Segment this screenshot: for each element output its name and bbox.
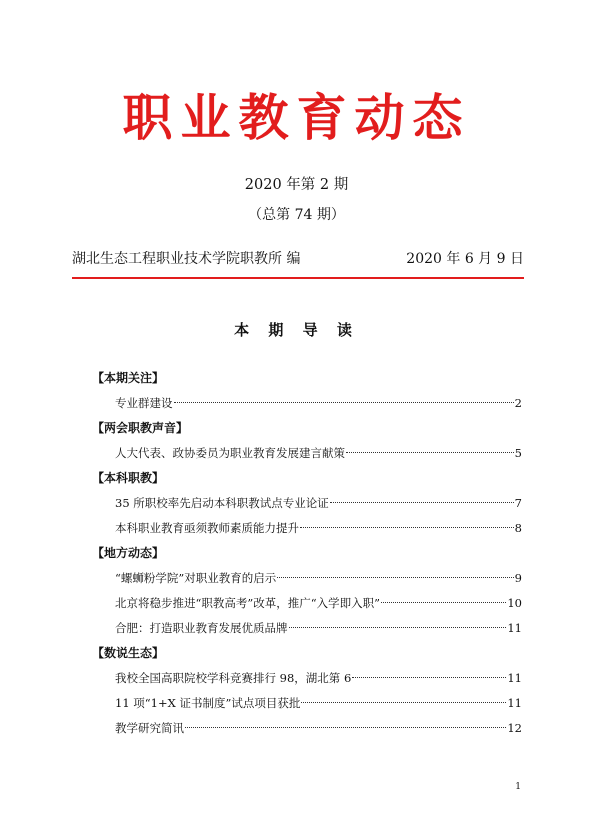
toc-entry-page: 5 (514, 446, 522, 460)
toc-entry-title: 本科职业教育亟须教师素质能力提升 (115, 521, 299, 535)
toc-leader (300, 527, 514, 528)
toc-leader (346, 452, 514, 453)
toc-entry[interactable] (92, 441, 522, 466)
toc-entry-title: 我校全国高职院校学科竞赛排行 98，湖北第 6 (115, 671, 352, 685)
page-number: 1 (515, 782, 521, 792)
toc-entry[interactable] (92, 616, 522, 641)
toc-entry[interactable] (92, 716, 522, 741)
masthead-title: 职业教育动态 (122, 88, 471, 147)
toc-leader (330, 502, 514, 503)
toc-entry[interactable] (92, 666, 522, 691)
toc-entry-title: 北京将稳步推进“职教高考”改革，推广“入学即入职” (115, 596, 381, 610)
toc-entry-page: 10 (507, 596, 522, 610)
toc-leader (185, 727, 506, 728)
header-rule (72, 277, 524, 279)
toc-section-heading: 【地方动态】 (92, 546, 165, 560)
toc-section-heading: 【两会职教声音】 (92, 421, 189, 435)
publisher: 湖北生态工程职业技术学院职教所 编 (72, 251, 301, 267)
toc-entry[interactable] (92, 391, 522, 416)
toc-entry-title: 人大代表、政协委员为职业教育发展建言献策 (115, 446, 345, 460)
toc-entry-page: 9 (514, 571, 522, 585)
toc-entry-page: 11 (507, 696, 522, 710)
toc-section-heading: 【本科职教】 (92, 471, 165, 485)
table-of-contents (92, 366, 522, 741)
toc-entry[interactable] (92, 691, 522, 716)
issue-number: 2020 年第 2 期 (244, 177, 349, 193)
toc-section-heading: 【数说生态】 (92, 646, 165, 660)
toc-entry-title: 35 所职校率先启动本科职教试点专业论证 (115, 496, 329, 510)
toc-entry-title: “螺蛳粉学院”对职业教育的启示 (115, 571, 277, 585)
toc-leader (352, 677, 506, 678)
toc-entry-page: 12 (507, 721, 522, 735)
toc-entry-title: 11 项“1+X 证书制度”试点项目获批 (115, 696, 301, 710)
toc-entry-page: 11 (507, 671, 522, 685)
toc-title: 本 期 导 读 (234, 321, 359, 339)
publication-row (72, 249, 524, 269)
toc-entry-title: 教学研究简讯 (115, 721, 184, 735)
toc-leader (277, 577, 513, 578)
toc-entry[interactable] (92, 591, 522, 616)
toc-entry[interactable] (92, 516, 522, 541)
toc-entry-page: 2 (514, 396, 522, 410)
toc-leader (381, 602, 506, 603)
toc-leader (289, 627, 507, 628)
toc-entry[interactable] (92, 566, 522, 591)
toc-leader (174, 402, 514, 403)
toc-entry-title: 合肥：打造职业教育发展优质品牌 (115, 621, 288, 635)
toc-entry-page: 8 (514, 521, 522, 535)
toc-entry[interactable] (92, 491, 522, 516)
toc-section-heading: 【本期关注】 (92, 371, 165, 385)
toc-entry-page: 11 (507, 621, 522, 635)
toc-leader (301, 702, 506, 703)
issue-total: （总第 74 期） (248, 207, 345, 223)
publication-date: 2020 年 6 月 9 日 (406, 251, 524, 267)
toc-entry-page: 7 (514, 496, 522, 510)
toc-entry-title: 专业群建设 (115, 396, 173, 410)
